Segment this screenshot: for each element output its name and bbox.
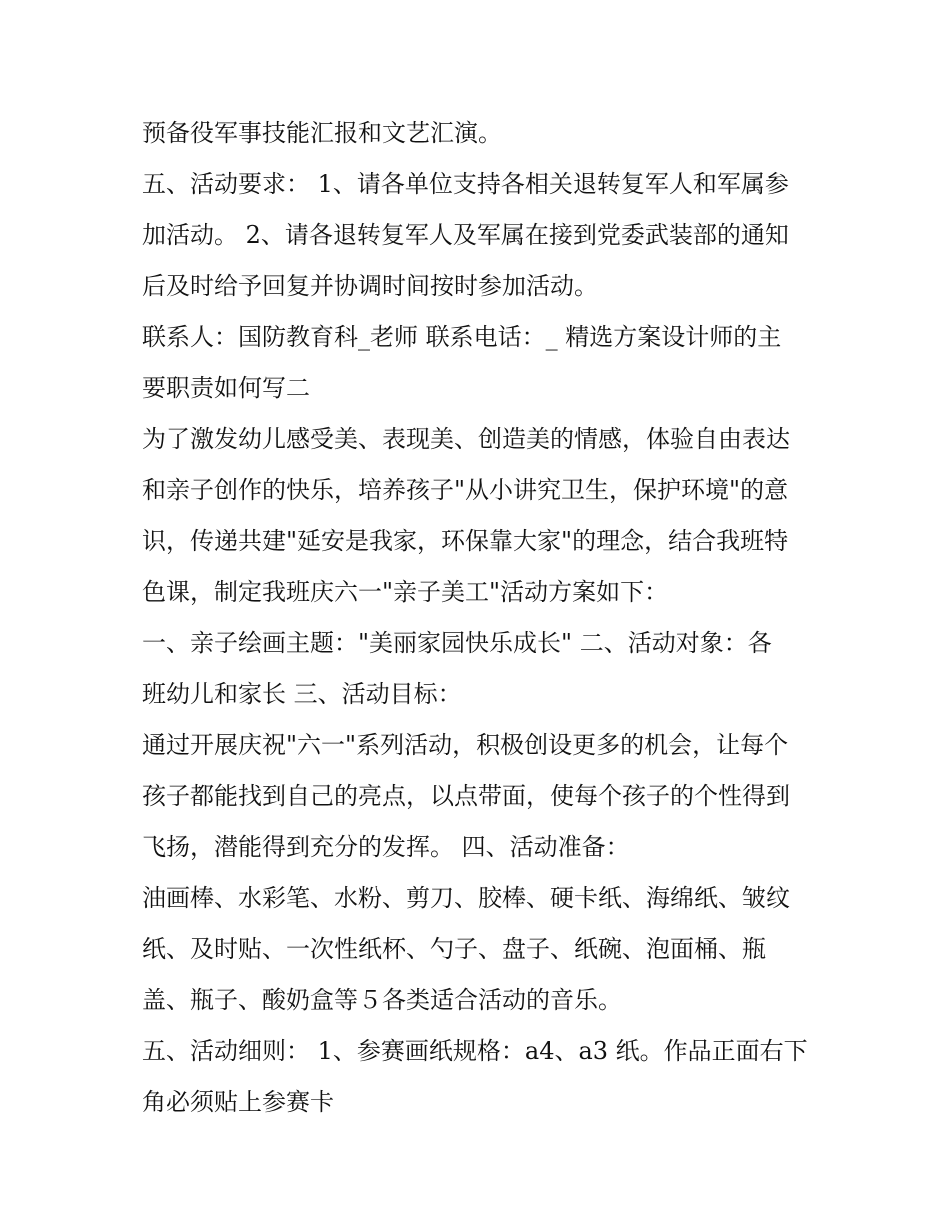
text-line: 色课，制定我班庆六一"亲子美工"活动方案如下： <box>142 578 669 606</box>
text-line: 要职责如何写二 <box>142 374 310 402</box>
text-line: 联系人：国防教育科_老师 联系电话：_ 精选方案设计师的主 <box>142 323 782 351</box>
document-body <box>142 108 817 1128</box>
text-line: 为了激发幼儿感受美、表现美、创造美的情感，体验自由表达 <box>142 425 790 453</box>
text-line: 识，传递共建"延安是我家，环保靠大家"的理念，结合我班特 <box>142 527 789 555</box>
text-line: 孩子都能找到自己的亮点，以点带面，使每个孩子的个性得到 <box>142 782 790 810</box>
text-line: 飞扬，潜能得到充分的发挥。 四、活动准备： <box>142 833 630 861</box>
text-line: 后及时给予回复并协调时间按时参加活动。 <box>142 272 598 300</box>
text-line: 盖、瓶子、酸奶盒等５各类适合活动的音乐。 <box>142 986 622 1014</box>
text-line: 预备役军事技能汇报和文艺汇演。 <box>142 119 502 147</box>
text-line: 通过开展庆祝"六一"系列活动，积极创设更多的机会，让每个 <box>142 731 789 759</box>
text-line: 一、亲子绘画主题："美丽家园快乐成长" 二、活动对象：各 <box>142 629 772 657</box>
text-line: 油画棒、水彩笔、水粉、剪刀、胶棒、硬卡纸、海绵纸、皱纹 <box>142 884 790 912</box>
text-line: 纸、及时贴、一次性纸杯、勺子、盘子、纸碗、泡面桶、瓶 <box>142 935 766 963</box>
text-line: 五、活动细则： 1、参赛画纸规格：a4、a3 纸。作品正面右下 <box>142 1037 808 1065</box>
text-line: 五、活动要求： 1、请各单位支持各相关退转复军人和军属参 <box>142 170 789 198</box>
text-line: 角必须贴上参赛卡 <box>142 1088 334 1116</box>
text-line: 班幼儿和家长 三、活动目标： <box>142 680 462 708</box>
text-line: 加活动。 2、请各退转复军人及军属在接到党委武装部的通知 <box>142 221 789 249</box>
text-line: 和亲子创作的快乐，培养孩子"从小讲究卫生，保护环境"的意 <box>142 476 789 504</box>
